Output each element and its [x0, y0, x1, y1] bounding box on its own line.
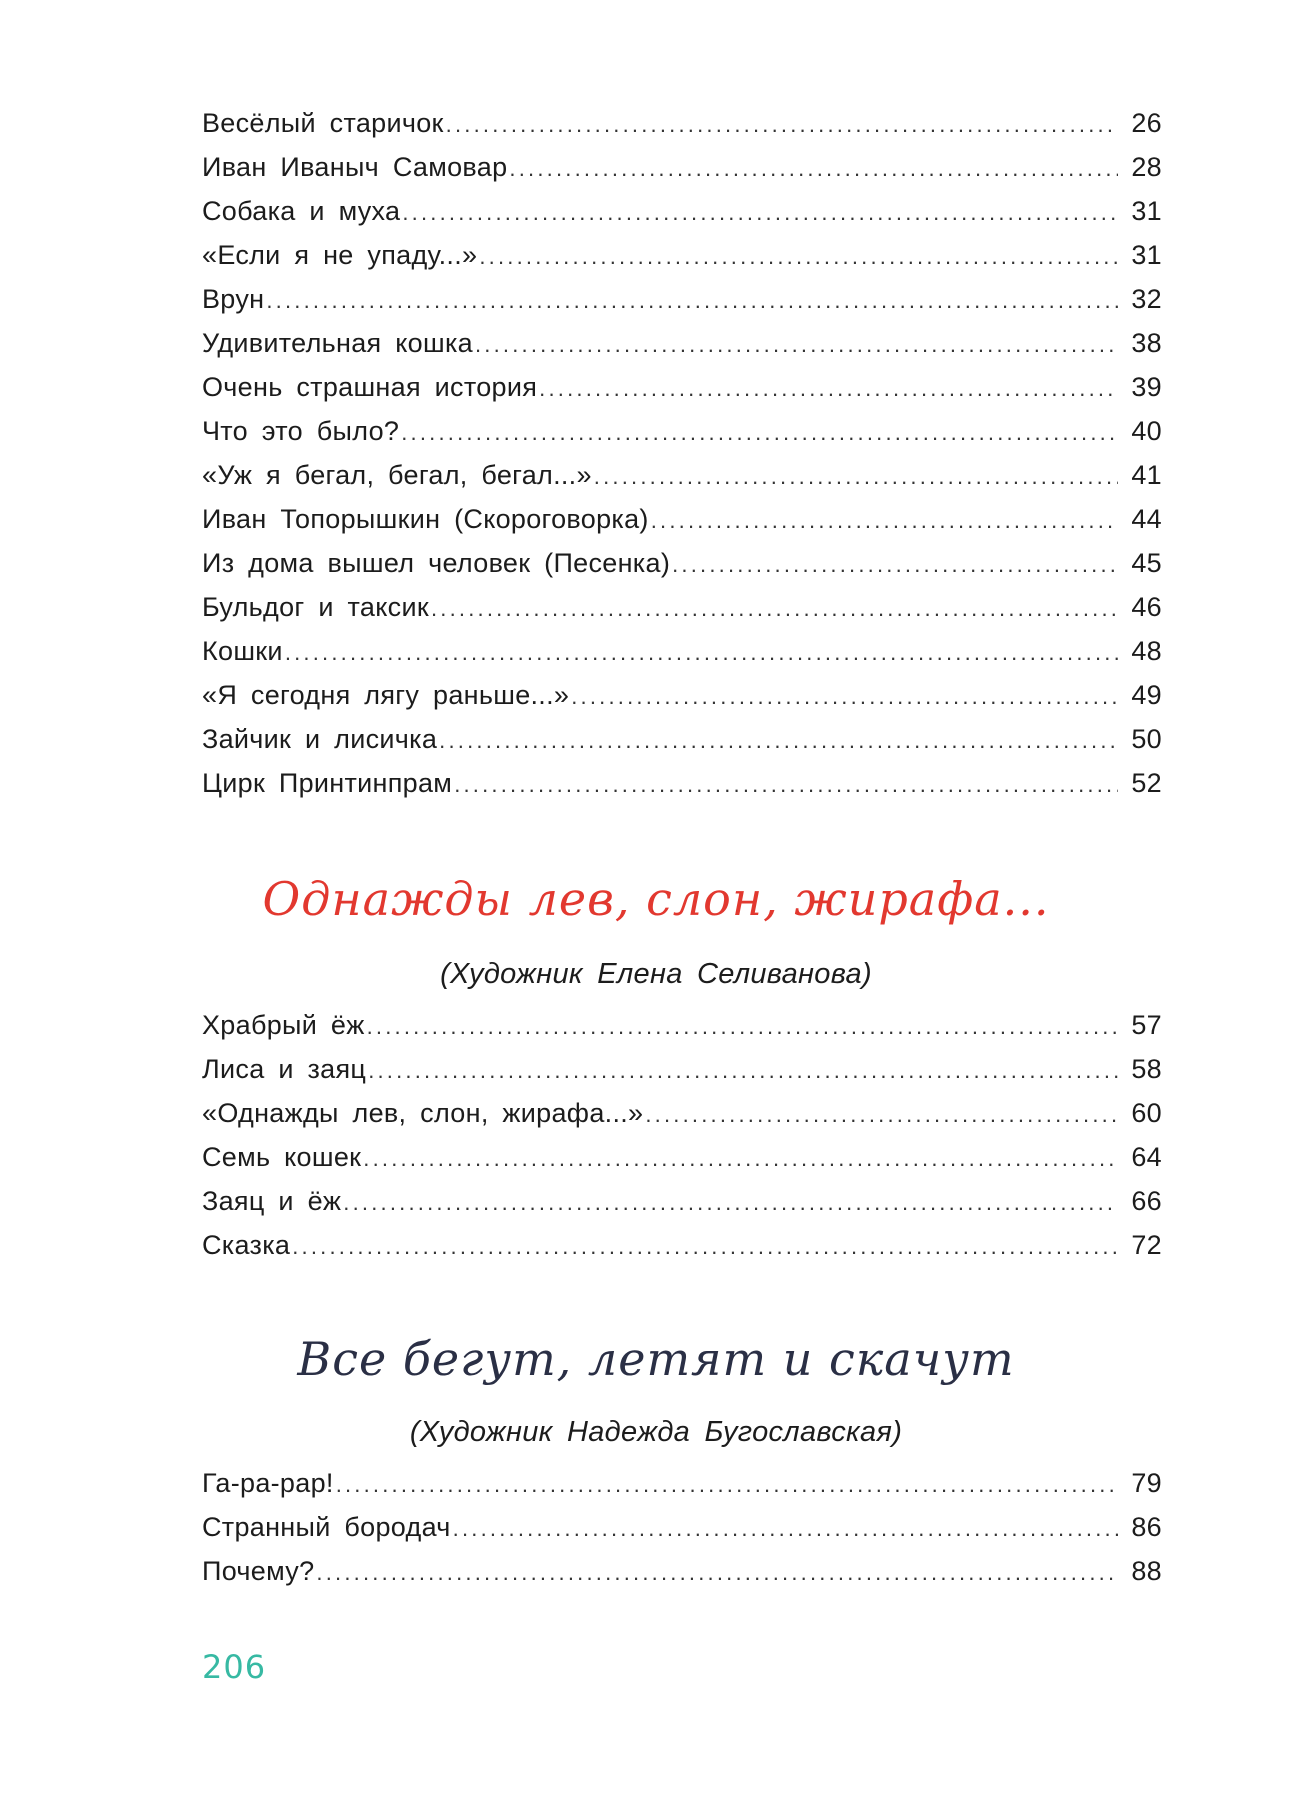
toc-entry-title: Храбрый ёж — [202, 1010, 365, 1040]
dot-leader — [454, 774, 1118, 796]
toc-entry-page: 45 — [1131, 548, 1162, 578]
toc-entry — [202, 1512, 1162, 1556]
toc-entry-page: 60 — [1131, 1098, 1162, 1128]
dot-leader — [594, 466, 1118, 488]
toc-entry-page: 46 — [1131, 592, 1162, 622]
dot-leader — [439, 730, 1118, 752]
toc-entry-page: 28 — [1131, 152, 1162, 182]
toc-entry-title: Бульдог и таксик — [202, 592, 429, 622]
dot-leader — [401, 422, 1118, 444]
toc-entry-page: 31 — [1131, 196, 1162, 226]
artist-credit: (Художник Елена Селиванова) — [440, 958, 872, 990]
toc-entry — [202, 636, 1162, 680]
toc-entry-page: 26 — [1131, 108, 1162, 138]
dot-leader — [651, 510, 1118, 532]
toc-entry — [202, 284, 1162, 328]
toc-entry-title: «Уж я бегал, бегал, бегал...» — [202, 460, 592, 490]
section-heading: Однажды лев, слон, жирафа... — [262, 872, 1050, 926]
toc-entry-title: Весёлый старичок — [202, 108, 444, 138]
toc-entry-page: 31 — [1131, 240, 1162, 270]
toc-entry — [202, 416, 1162, 460]
toc-entry — [202, 152, 1162, 196]
toc-entry — [202, 548, 1162, 592]
dot-leader — [343, 1192, 1118, 1214]
toc-entry — [202, 504, 1162, 548]
toc-entry-title: Лиса и заяц — [202, 1054, 367, 1084]
toc-entry-title: Собака и муха — [202, 196, 401, 226]
toc-entry — [202, 768, 1162, 812]
toc-entry-page: 57 — [1131, 1010, 1162, 1040]
toc-entry-title: Очень страшная история — [202, 372, 538, 402]
toc-entry-page: 52 — [1131, 768, 1162, 798]
toc-entry — [202, 592, 1162, 636]
toc-entry-page: 86 — [1131, 1512, 1162, 1542]
toc-entry-title: Сказка — [202, 1230, 291, 1260]
toc-entry-page: 50 — [1131, 724, 1162, 754]
toc-entry-page: 79 — [1131, 1468, 1162, 1498]
dot-leader — [316, 1562, 1118, 1584]
dot-leader — [402, 202, 1118, 224]
toc-entry — [202, 328, 1162, 372]
toc-entry — [202, 1010, 1162, 1054]
toc-entry — [202, 460, 1162, 504]
dot-leader — [292, 1236, 1118, 1258]
toc-entry-title: «Я сегодня лягу раньше...» — [202, 680, 570, 710]
dot-leader — [431, 598, 1118, 620]
toc-entry — [202, 240, 1162, 284]
toc-entry-page: 44 — [1131, 504, 1162, 534]
dot-leader — [475, 334, 1118, 356]
dot-leader — [539, 378, 1118, 400]
dot-leader — [266, 290, 1118, 312]
toc-entry-page: 66 — [1131, 1186, 1162, 1216]
dot-leader — [285, 642, 1118, 664]
toc-entry-page: 41 — [1131, 460, 1162, 490]
dot-leader — [453, 1518, 1118, 1540]
dot-leader — [509, 158, 1118, 180]
toc-entry — [202, 724, 1162, 768]
toc-entry-page: 32 — [1131, 284, 1162, 314]
toc-entry — [202, 1468, 1162, 1512]
toc-entry-page: 40 — [1131, 416, 1162, 446]
dot-leader — [363, 1148, 1118, 1170]
section-heading: Все бегут, летят и скачут — [297, 1332, 1015, 1386]
toc-entry-title: Врун — [202, 284, 265, 314]
toc-entry-title: Семь кошек — [202, 1142, 362, 1172]
page-number: 206 — [202, 1648, 267, 1686]
toc-list — [202, 1010, 1162, 1274]
toc-entry-page: 49 — [1131, 680, 1162, 710]
dot-leader — [368, 1060, 1118, 1082]
toc-entry-title: Иван Топорышкин (Скороговорка) — [202, 504, 649, 534]
toc-entry — [202, 196, 1162, 240]
toc-entry-title: Заяц и ёж — [202, 1186, 342, 1216]
toc-entry-page: 64 — [1131, 1142, 1162, 1172]
toc-entry — [202, 680, 1162, 724]
toc-entry-title: Удивительная кошка — [202, 328, 473, 358]
toc-entry-title: Кошки — [202, 636, 283, 666]
toc-list — [202, 108, 1162, 812]
toc-entry — [202, 1556, 1162, 1600]
toc-entry-title: «Если я не упаду...» — [202, 240, 478, 270]
dot-leader — [571, 686, 1118, 708]
toc-entry — [202, 372, 1162, 416]
artist-credit: (Художник Надежда Бугославская) — [409, 1416, 903, 1448]
toc-entry — [202, 1054, 1162, 1098]
toc-entry — [202, 108, 1162, 152]
dot-leader — [367, 1016, 1118, 1038]
toc-entry-page: 39 — [1131, 372, 1162, 402]
toc-entry-title: Зайчик и лисичка — [202, 724, 438, 754]
toc-entry-title: Га-ра-рар! — [202, 1468, 334, 1498]
toc-entry — [202, 1098, 1162, 1142]
toc-entry-title: Почему? — [202, 1556, 315, 1586]
toc-entry-title: Из дома вышел человек (Песенка) — [202, 548, 671, 578]
toc-entry-title: «Однажды лев, слон, жирафа...» — [202, 1098, 644, 1128]
toc-entry-page: 38 — [1131, 328, 1162, 358]
toc-entry-page: 58 — [1131, 1054, 1162, 1084]
dot-leader — [446, 114, 1118, 136]
toc-entry — [202, 1230, 1162, 1274]
toc-entry-title: Странный бородач — [202, 1512, 451, 1542]
toc-list — [202, 1468, 1162, 1600]
toc-entry-title: Что это было? — [202, 416, 400, 446]
toc-entry-title: Иван Иваныч Самовар — [202, 152, 508, 182]
dot-leader — [479, 246, 1118, 268]
toc-entry-page: 48 — [1131, 636, 1162, 666]
toc-entry — [202, 1186, 1162, 1230]
toc-entry-page: 72 — [1131, 1230, 1162, 1260]
dot-leader — [336, 1474, 1118, 1496]
dot-leader — [672, 554, 1118, 576]
dot-leader — [645, 1104, 1118, 1126]
toc-entry-page: 88 — [1131, 1556, 1162, 1586]
toc-entry — [202, 1142, 1162, 1186]
toc-entry-title: Цирк Принтинпрам — [202, 768, 453, 798]
